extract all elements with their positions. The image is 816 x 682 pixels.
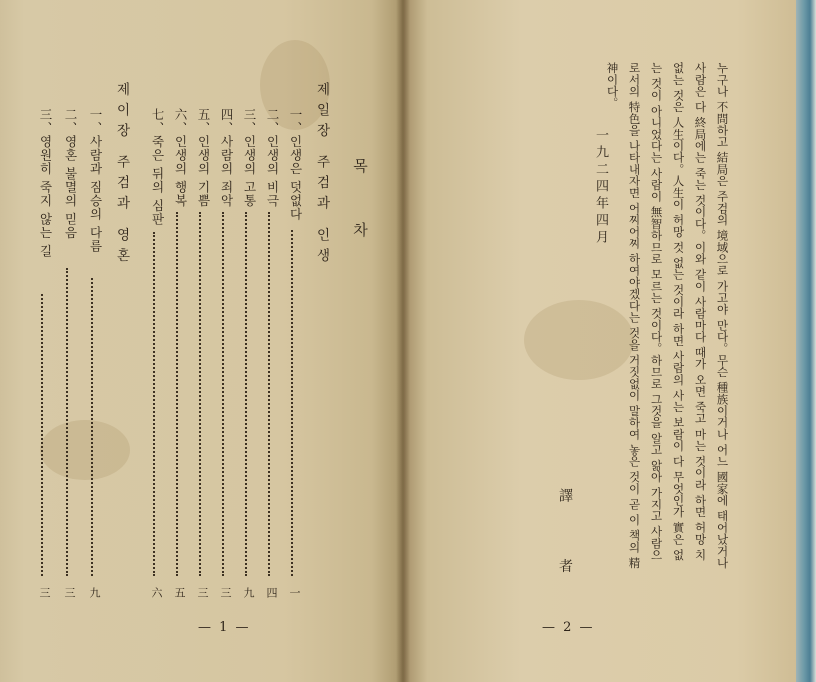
toc-entry-title: 六、인생의 행복 — [173, 108, 188, 208]
toc-heading: 목 차 — [351, 158, 369, 259]
toc-page-number: 九 — [242, 587, 255, 598]
toc-page-number: 三 — [219, 587, 232, 598]
toc-page-number: 四 — [265, 587, 278, 598]
page-number-right: — 2 — — [542, 620, 595, 635]
book-gutter — [396, 0, 410, 682]
toc-entry-title: 二、인생의 비극 — [265, 108, 280, 208]
preface-line-2: 사람은 다 終局에는 죽는 것이다。이와 같이 사람마다 때가 오면 죽고 마는 것이라 하면 허망 치 — [693, 62, 708, 561]
preface-line-5: 로서의 特色을 나타내자면 어찌어찌 하여야겠다는 것을 거짓없이 말하여 놓은 것이 곧 이 책의 精 — [627, 62, 642, 569]
left-page — [0, 0, 404, 682]
leader-dots — [199, 212, 201, 576]
toc-entry-title: 一、사람과 짐승의 다름 — [88, 108, 103, 253]
toc-page-number: 一 — [288, 587, 301, 598]
toc-entry-title: 五、인생의 기쁨 — [196, 108, 211, 208]
preface-line-3: 없는 것은 人生이다。人生이 허망 것 없는 것이라 하면 사람의 사는 보람이 다 무엇인가 實은 없 — [671, 62, 686, 561]
page-number-left: — 1 — — [198, 620, 251, 635]
leader-dots — [153, 232, 155, 576]
toc-entry-title: 七、죽은 뒤의 심판 — [150, 108, 165, 226]
chapter-1-heading: 제일장 주검과 인생 — [313, 82, 330, 269]
paper-stain — [524, 300, 634, 380]
toc-entry-title: 一、인생은 덧없다 — [288, 108, 303, 221]
toc-entry-title: 二、영혼 불멸의 믿음 — [63, 108, 78, 240]
leader-dots — [176, 212, 178, 576]
book-cover-edge — [796, 0, 816, 682]
preface-line-1: 누구나 不問하고 結局은 주검의 境域으로 가고야 만다。무슨 種族이거나 어느 國家에 태어났거나 — [715, 62, 730, 569]
toc-entry-title: 三、인생의 고통 — [242, 108, 257, 208]
translator-signature: 譯 者 — [557, 488, 573, 599]
toc-page-number: 三 — [63, 587, 76, 598]
toc-page-number: 六 — [150, 587, 163, 598]
paper-stain — [40, 420, 130, 480]
preface-date: 一九二四年四月 — [593, 128, 608, 247]
leader-dots — [245, 212, 247, 576]
chapter-2-heading: 제이장 주검과 영혼 — [113, 82, 130, 269]
leader-dots — [291, 230, 293, 576]
leader-dots — [66, 268, 68, 576]
right-page — [404, 0, 796, 682]
leader-dots — [268, 212, 270, 576]
leader-dots — [41, 294, 43, 576]
toc-page-number: 三 — [38, 587, 51, 598]
leader-dots — [222, 212, 224, 576]
leader-dots — [91, 278, 93, 576]
toc-page-number: 五 — [173, 587, 186, 598]
toc-page-number: 三 — [196, 587, 209, 598]
toc-entry-title: 三、영원히 죽지 않는 길 — [38, 108, 53, 258]
preface-line-4: 는 것이 아니었다는 사람이 無智하므로 모르는 것이다。하므로 그것을 알고 앎아 가지고 사람으 — [649, 62, 664, 561]
preface-line-6: 神이다。 — [605, 62, 620, 109]
toc-page-number: 九 — [88, 587, 101, 598]
toc-entry-title: 四、사람의 죄악 — [219, 108, 234, 208]
